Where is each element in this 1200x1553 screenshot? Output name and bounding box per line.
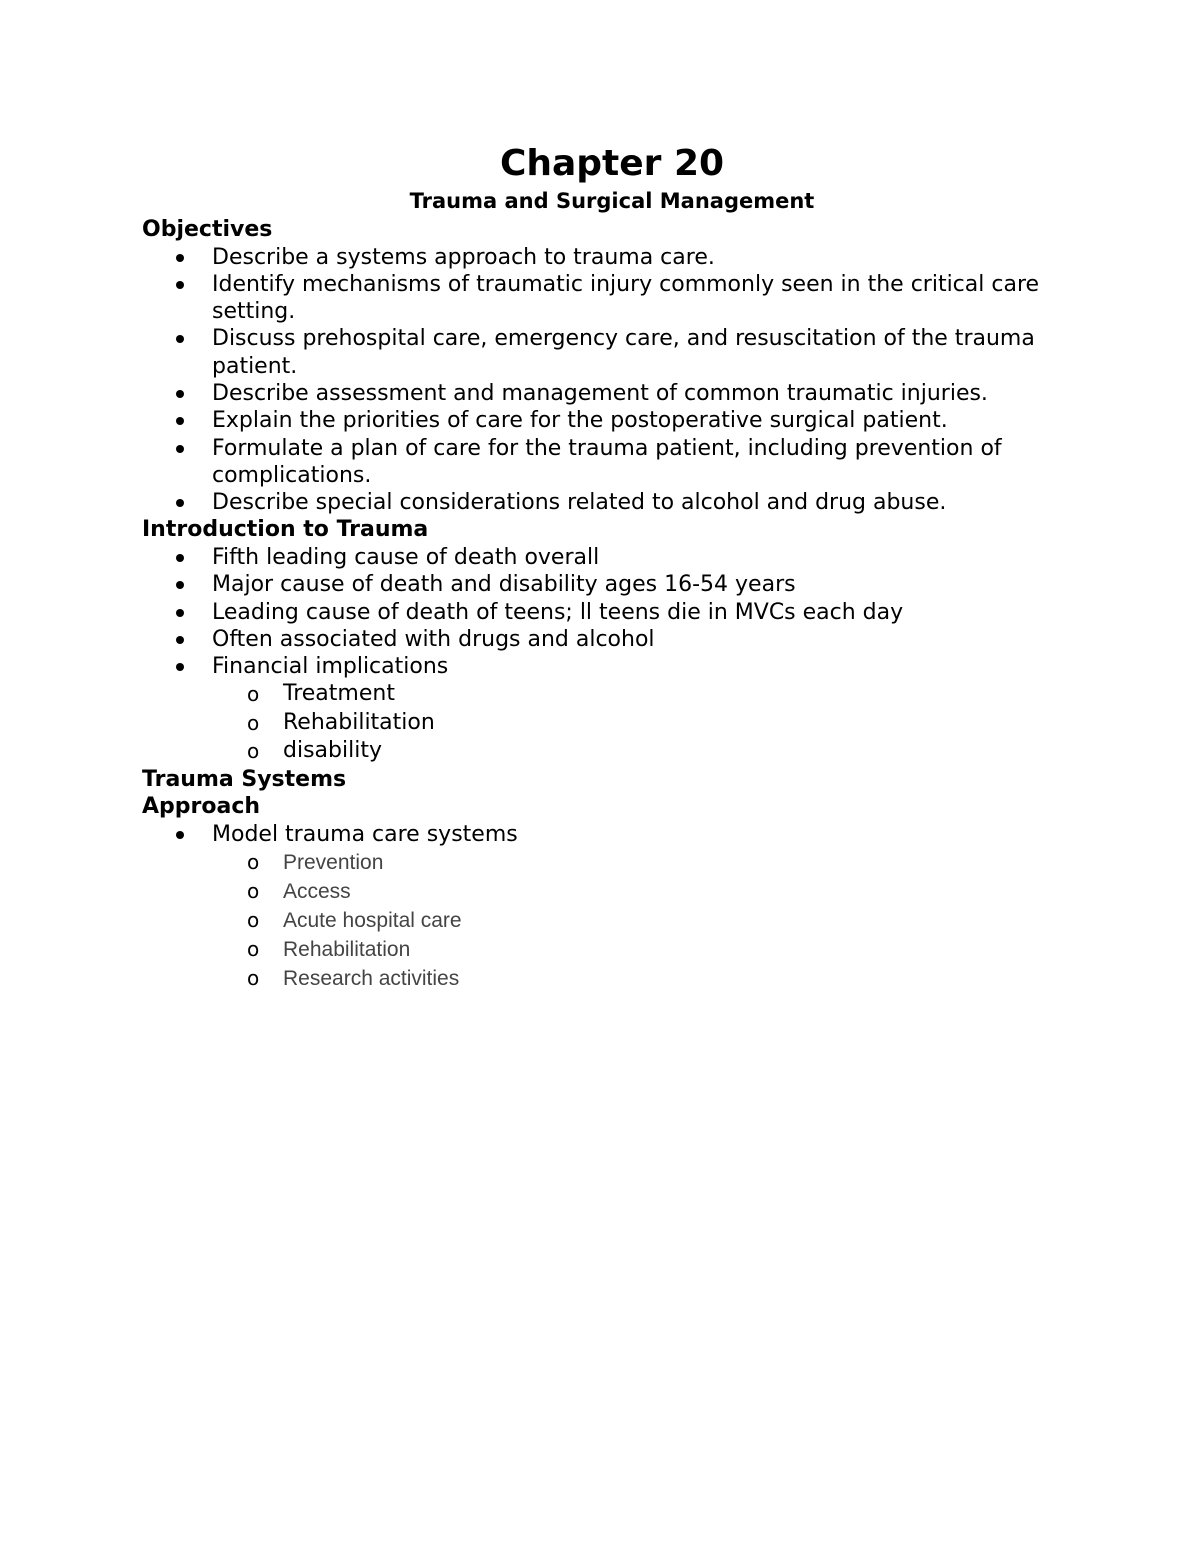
introduction-text: Financial implications — [212, 654, 449, 680]
model-subitem — [142, 964, 1082, 993]
introduction-text: Leading cause of death of teens; ll teens die in MVCs each day — [212, 599, 904, 625]
financial-subitem — [142, 737, 1082, 766]
bullet-icon — [176, 499, 184, 507]
objectives-list — [142, 244, 1082, 517]
objective-item — [142, 489, 1082, 516]
objective-item — [142, 244, 1082, 271]
trauma-systems-heading: Trauma Systems — [142, 766, 347, 792]
hollow-bullet-icon: o — [247, 710, 260, 735]
bullet-icon — [176, 636, 184, 644]
introduction-item — [142, 626, 1082, 653]
approach-text: Model trauma care systems — [212, 821, 518, 847]
document-page — [142, 140, 1082, 993]
bullet-icon — [176, 609, 184, 617]
bullet-icon — [176, 831, 184, 839]
hollow-bullet-icon: o — [247, 879, 260, 904]
financial-sublist — [142, 680, 1082, 766]
model-subitem-text: Rehabilitation — [283, 938, 411, 962]
objective-text: Formulate a plan of care for the trauma patient, including prevention of complications. — [212, 435, 1002, 488]
bullet-icon — [176, 663, 184, 671]
chapter-title: Chapter 20 — [499, 143, 725, 184]
hollow-bullet-icon: o — [247, 739, 260, 764]
bullet-icon — [176, 335, 184, 343]
introduction-item — [142, 571, 1082, 598]
financial-subitem-text: Rehabilitation — [283, 709, 435, 735]
objective-text: Describe a systems approach to trauma care. — [212, 244, 715, 270]
objective-item — [142, 325, 1082, 380]
financial-subitem-text: Treatment — [283, 681, 395, 707]
objective-item — [142, 435, 1082, 490]
objective-text: Discuss prehospital care, emergency care, and resuscitation of the trauma patient. — [212, 326, 1035, 379]
objective-text: Describe assessment and management of common traumatic injuries. — [212, 380, 988, 406]
bullet-icon — [176, 390, 184, 398]
bullet-icon — [176, 281, 184, 289]
objective-item — [142, 407, 1082, 434]
hollow-bullet-icon: o — [247, 937, 260, 962]
model-subitem-text: Prevention — [283, 851, 384, 875]
financial-subitem — [142, 709, 1082, 738]
objective-item — [142, 271, 1082, 326]
introduction-text: Major cause of death and disability ages 16-54 years — [212, 572, 796, 598]
hollow-bullet-icon: o — [247, 850, 260, 875]
hollow-bullet-icon: o — [247, 966, 260, 991]
model-subitem-text: Research activities — [283, 967, 460, 991]
introduction-item — [142, 544, 1082, 571]
introduction-heading: Introduction to Trauma — [142, 517, 429, 543]
introduction-text: Fifth leading cause of death overall — [212, 544, 600, 570]
model-subitem-text: Access — [283, 880, 351, 904]
model-sublist — [142, 848, 1082, 993]
model-subitem — [142, 906, 1082, 935]
hollow-bullet-icon: o — [247, 682, 260, 707]
chapter-subtitle: Trauma and Surgical Management — [409, 189, 815, 213]
objective-text: Explain the priorities of care for the postoperative surgical patient. — [212, 408, 948, 434]
model-subitem-text: Acute hospital care — [283, 909, 462, 933]
bullet-icon — [176, 445, 184, 453]
bullet-icon — [176, 581, 184, 589]
bullet-icon — [176, 417, 184, 425]
objectives-heading: Objectives — [142, 217, 273, 242]
introduction-text: Often associated with drugs and alcohol — [212, 626, 655, 652]
model-subitem — [142, 935, 1082, 964]
bullet-icon — [176, 254, 184, 262]
financial-subitem — [142, 680, 1082, 709]
bullet-icon — [176, 554, 184, 562]
approach-list — [142, 821, 1082, 848]
introduction-list — [142, 544, 1082, 680]
objective-text: Identify mechanisms of traumatic injury commonly seen in the critical care setting. — [212, 271, 1040, 325]
approach-heading: Approach — [142, 794, 261, 820]
model-subitem — [142, 848, 1082, 877]
financial-subitem-text: disability — [283, 738, 382, 764]
approach-item — [142, 821, 1082, 848]
model-subitem — [142, 877, 1082, 906]
introduction-item — [142, 653, 1082, 680]
introduction-item — [142, 599, 1082, 626]
objective-item — [142, 380, 1082, 407]
objective-text: Describe special considerations related to alcohol and drug abuse. — [212, 490, 947, 516]
hollow-bullet-icon: o — [247, 908, 260, 933]
